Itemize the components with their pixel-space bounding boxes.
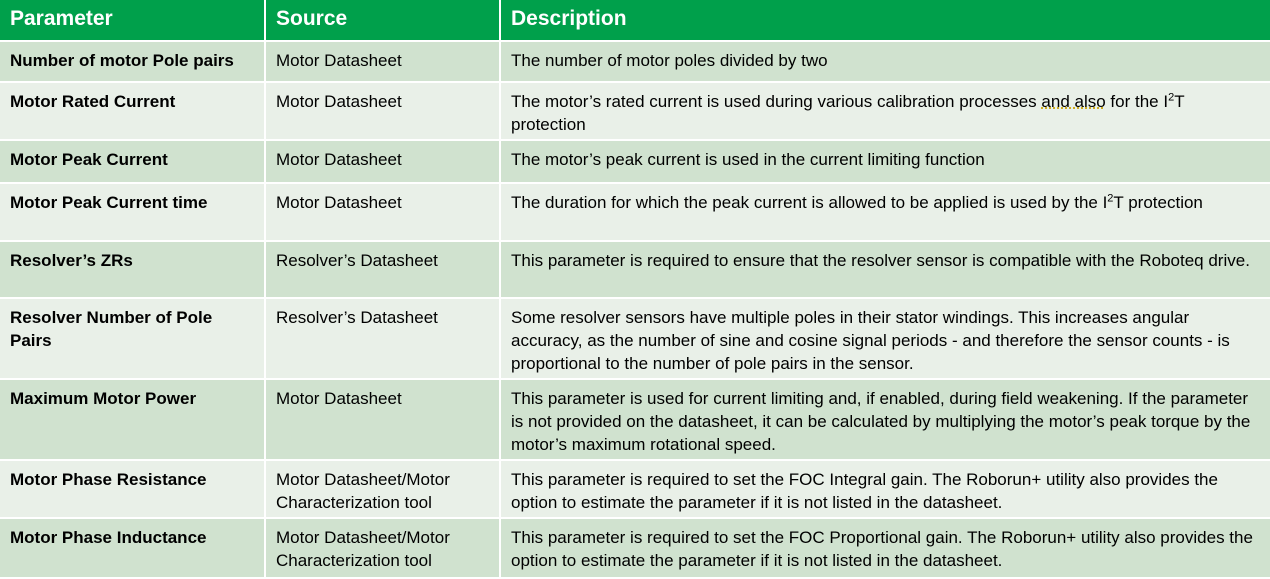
table-row (0, 41, 1270, 82)
header-parameter: Parameter (0, 0, 265, 41)
cell-description: This parameter is used for current limiting and, if enabled, during field weakening. If the parameter is not provided on the datasheet, it can be calculated by multiplying the motor’s peak torque by the motor’s maximum rotational speed. (500, 379, 1270, 460)
cell-source: Motor Datasheet (265, 140, 500, 183)
cell-description: The number of motor poles divided by two (500, 41, 1270, 82)
cell-description: The motor’s peak current is used in the current limiting function (500, 140, 1270, 183)
cell-source: Motor Datasheet/Motor Characterization tool (265, 460, 500, 518)
description-text: for the I (1105, 92, 1169, 111)
cell-description: Some resolver sensors have multiple poles in their stator windings. This increases angular accuracy, as the number of sine and cosine signal periods - and therefore the sensor counts - is proportional to the number of pole pairs in the sensor. (500, 298, 1270, 379)
table-row (0, 82, 1270, 140)
cell-parameter: Number of motor Pole pairs (0, 41, 265, 82)
table-row (0, 298, 1270, 379)
cell-source: Motor Datasheet/Motor Characterization tool (265, 518, 500, 578)
cell-description (500, 183, 1270, 241)
header-source: Source (265, 0, 500, 41)
superscript: 2 (1107, 192, 1114, 205)
cell-source: Motor Datasheet (265, 183, 500, 241)
cell-description: This parameter is required to ensure that the resolver sensor is compatible with the Roboteq drive. (500, 241, 1270, 298)
cell-source: Motor Datasheet (265, 379, 500, 460)
spellcheck-marked-text: and also (1041, 92, 1106, 111)
superscript: 2 (1168, 91, 1175, 104)
cell-parameter: Resolver’s ZRs (0, 241, 265, 298)
description-text: T protection (1113, 193, 1203, 212)
table-row (0, 241, 1270, 298)
table-row (0, 379, 1270, 460)
cell-source: Motor Datasheet (265, 82, 500, 140)
cell-source: Resolver’s Datasheet (265, 298, 500, 379)
cell-description (500, 82, 1270, 140)
cell-source: Resolver’s Datasheet (265, 241, 500, 298)
header-description: Description (500, 0, 1270, 41)
cell-parameter: Resolver Number of Pole Pairs (0, 298, 265, 379)
cell-parameter: Motor Phase Resistance (0, 460, 265, 518)
cell-parameter: Maximum Motor Power (0, 379, 265, 460)
table-row (0, 460, 1270, 518)
cell-description: This parameter is required to set the FOC Integral gain. The Roborun+ utility also provides the option to estimate the parameter if it is not listed in the datasheet. (500, 460, 1270, 518)
description-text: T protection (511, 92, 1185, 134)
cell-parameter: Motor Peak Current (0, 140, 265, 183)
cell-parameter: Motor Peak Current time (0, 183, 265, 241)
cell-description: This parameter is required to set the FOC Proportional gain. The Roborun+ utility also provides the option to estimate the parameter if it is not listed in the datasheet. (500, 518, 1270, 578)
description-text: The motor’s rated current is used during various calibration processes (511, 92, 1042, 111)
description-text: The duration for which the peak current is allowed to be applied is used by the I (511, 193, 1108, 212)
cell-parameter: Motor Phase Inductance (0, 518, 265, 578)
cell-parameter: Motor Rated Current (0, 82, 265, 140)
table-row (0, 140, 1270, 183)
table-row (0, 518, 1270, 578)
table-row (0, 183, 1270, 241)
cell-source: Motor Datasheet (265, 41, 500, 82)
table-header-row (0, 0, 1270, 41)
